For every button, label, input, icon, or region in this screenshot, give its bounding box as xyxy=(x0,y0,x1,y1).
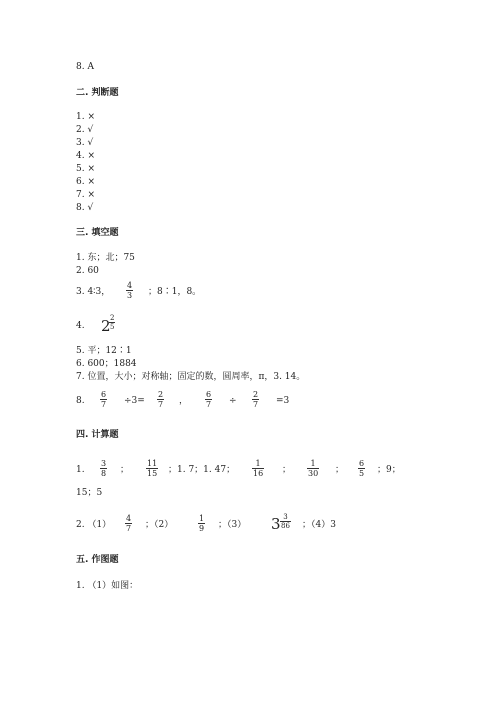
section-title-fill-blank: 三. 填空题 xyxy=(76,228,119,238)
fill-answer-1: 1. 东；北；75 xyxy=(76,253,135,263)
judgment-item-3: 3. √ xyxy=(76,138,94,148)
fill-answer-7: 7. 位置，大小；对称轴；固定的数，圆周率，π，3. 14。 xyxy=(76,372,306,382)
judgment-item-6: 6. × xyxy=(76,177,95,187)
fraction: $\frac{1}{30}$ xyxy=(308,459,319,478)
result: =3 xyxy=(276,396,290,406)
fill-answer-4-label: 4. xyxy=(76,321,85,331)
separator: ； xyxy=(335,465,345,475)
fill-answer-2: 2. 60 xyxy=(76,266,99,276)
fraction: $\frac{1}{9}$ xyxy=(199,514,205,533)
operator: ÷3= xyxy=(124,396,145,406)
section-title-drawing: 五. 作图题 xyxy=(76,555,119,565)
judgment-item-8: 8. √ xyxy=(76,203,94,213)
calc-answer-2-label: 2. （1） xyxy=(76,520,112,530)
judgment-item-2: 2. √ xyxy=(76,125,94,135)
fraction: $\frac{2}{7}$ xyxy=(158,390,164,409)
mixed-number-fraction: $\frac{3}{86}$ xyxy=(281,513,290,530)
fill-answer-3-suffix: ；8∶1，8。 xyxy=(148,287,202,297)
fraction: $\frac{11}{15}$ xyxy=(147,459,158,478)
separator: ， xyxy=(179,396,189,406)
mixed-number-whole: 2 xyxy=(101,317,111,335)
fill-answer-6: 6. 600；1884 xyxy=(76,359,137,369)
judgment-item-1: 1. × xyxy=(76,112,95,122)
judgment-item-7: 7. × xyxy=(76,190,95,200)
fill-answer-3-prefix: 3. 4∶3， xyxy=(76,287,111,297)
fill-answer-8-label: 8. xyxy=(76,396,85,406)
mixed-number-whole: 3 xyxy=(271,515,281,533)
calc-answer-2-tail: ；（4）3 xyxy=(302,520,336,530)
judgment-item-4: 4. × xyxy=(76,151,95,161)
answer-8: 8. A xyxy=(76,62,94,72)
mixed-number-fraction: $\frac{2}{5}$ xyxy=(110,314,115,331)
separator: ； xyxy=(282,465,292,475)
section-title-calculation: 四. 计算题 xyxy=(76,430,119,440)
calc-answer-2-middle-1: ；（2） xyxy=(145,520,174,530)
calc-answer-1-label: 1. xyxy=(76,465,85,475)
fraction: $\frac{3}{8}$ xyxy=(101,459,107,478)
calc-answer-1-middle: ；1. 7；1. 47； xyxy=(168,465,236,475)
calc-answer-2-middle-2: ；（3） xyxy=(218,520,247,530)
fraction: $\frac{2}{7}$ xyxy=(253,390,259,409)
fraction: $\frac{1}{16}$ xyxy=(253,459,264,478)
judgment-item-5: 5. × xyxy=(76,164,95,174)
fraction: $\frac{4}{3}$ xyxy=(127,281,133,300)
fraction: $\frac{4}{7}$ xyxy=(126,514,132,533)
calc-answer-1-line2: 15；5 xyxy=(76,488,103,498)
fraction: $\frac{6}{5}$ xyxy=(359,459,365,478)
fill-answer-5: 5. 平；12∶1 xyxy=(76,346,132,356)
operator: ÷ xyxy=(229,396,237,406)
fraction: $\frac{6}{7}$ xyxy=(101,390,107,409)
section-title-judgment: 二. 判断题 xyxy=(76,88,119,98)
separator: ； xyxy=(120,465,130,475)
fraction: $\frac{6}{7}$ xyxy=(206,390,212,409)
drawing-answer-1: 1. （1）如图： xyxy=(76,581,139,591)
calc-answer-1-tail: ；9； xyxy=(377,465,401,475)
